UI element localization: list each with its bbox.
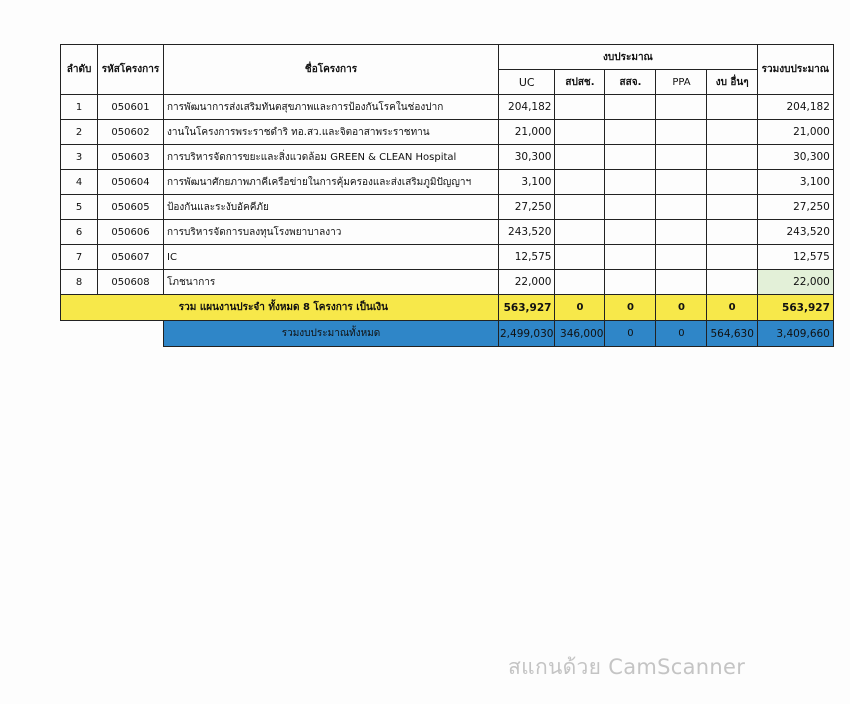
row-other (707, 170, 757, 195)
row-no: 7 (61, 245, 98, 270)
row-ppa (656, 95, 707, 120)
subtotal-uc: 563,927 (499, 295, 555, 321)
grand-total-uc: 2,499,030 (499, 321, 555, 347)
row-no: 1 (61, 95, 98, 120)
row-nhso (555, 170, 605, 195)
row-nhso (555, 245, 605, 270)
row-nhso (555, 270, 605, 295)
row-total: 27,250 (757, 195, 833, 220)
row-uc: 21,000 (499, 120, 555, 145)
row-uc: 12,575 (499, 245, 555, 270)
header-row-group (61, 45, 834, 70)
row-name: การบริหารจัดการขยะและสิ่งแวดล้อม GREEN & CLEAN Hospital (164, 145, 499, 170)
row-nhso (555, 195, 605, 220)
row-no: 4 (61, 170, 98, 195)
header-nhso: สปสช. (555, 70, 605, 95)
header-thaihealth: สสจ. (605, 70, 656, 95)
header-other: งบ อื่นๆ (707, 70, 757, 95)
table-row (61, 270, 834, 295)
row-code: 050607 (98, 245, 164, 270)
row-no: 5 (61, 195, 98, 220)
row-other (707, 220, 757, 245)
row-nhso (555, 120, 605, 145)
row-no: 8 (61, 270, 98, 295)
table-row (61, 170, 834, 195)
row-thaihealth (605, 95, 656, 120)
subtotal-thaihealth: 0 (605, 295, 656, 321)
row-uc: 243,520 (499, 220, 555, 245)
row-name: การพัฒนาศักยภาพภาคีเครือข่ายในการคุ้มครองและส่งเสริมภูมิปัญญาฯ (164, 170, 499, 195)
header-name: ชื่อโครงการ (164, 45, 499, 95)
header-uc: UC (499, 70, 555, 95)
table-row (61, 245, 834, 270)
row-ppa (656, 170, 707, 195)
row-code: 050605 (98, 195, 164, 220)
row-no: 2 (61, 120, 98, 145)
row-total: 243,520 (757, 220, 833, 245)
row-code: 050603 (98, 145, 164, 170)
subtotal-other: 0 (707, 295, 757, 321)
grand-total-nhso: 346,000 (555, 321, 605, 347)
table-row (61, 145, 834, 170)
row-no: 6 (61, 220, 98, 245)
grand-total-ppa: 0 (656, 321, 707, 347)
row-nhso (555, 220, 605, 245)
row-thaihealth (605, 220, 656, 245)
table-row (61, 220, 834, 245)
row-ppa (656, 145, 707, 170)
grand-total-thaihealth: 0 (605, 321, 656, 347)
row-uc: 30,300 (499, 145, 555, 170)
row-total: 12,575 (757, 245, 833, 270)
row-ppa (656, 120, 707, 145)
grand-total-label: รวมงบประมาณทั้งหมด (164, 321, 499, 347)
row-thaihealth (605, 245, 656, 270)
row-other (707, 195, 757, 220)
row-uc: 22,000 (499, 270, 555, 295)
row-name: การพัฒนาการส่งเสริมทันตสุขภาพและการป้องกันโรคในช่องปาก (164, 95, 499, 120)
row-total: 21,000 (757, 120, 833, 145)
row-total: 204,182 (757, 95, 833, 120)
grand-total-spacer (61, 321, 164, 347)
row-total: 30,300 (757, 145, 833, 170)
row-ppa (656, 195, 707, 220)
header-code: รหัสโครงการ (98, 45, 164, 95)
row-ppa (656, 270, 707, 295)
row-code: 050608 (98, 270, 164, 295)
row-name: ป้องกันและระงับอัคคีภัย (164, 195, 499, 220)
row-name: การบริหารจัดการบลงทุนโรงพยาบาลงาว (164, 220, 499, 245)
row-other (707, 270, 757, 295)
row-uc: 27,250 (499, 195, 555, 220)
row-name: IC (164, 245, 499, 270)
header-total: รวมงบประมาณ (757, 45, 833, 95)
row-nhso (555, 145, 605, 170)
row-code: 050602 (98, 120, 164, 145)
row-no: 3 (61, 145, 98, 170)
row-thaihealth (605, 145, 656, 170)
camscanner-watermark: สแกนด้วย CamScanner (508, 655, 746, 679)
table-row (61, 95, 834, 120)
row-code: 050606 (98, 220, 164, 245)
row-code: 050604 (98, 170, 164, 195)
subtotal-ppa: 0 (656, 295, 707, 321)
grand-total-other: 564,630 (707, 321, 757, 347)
header-ppa: PPA (656, 70, 707, 95)
subtotal-nhso: 0 (555, 295, 605, 321)
row-other (707, 120, 757, 145)
grand-total-row (61, 321, 834, 347)
subtotal-total: 563,927 (757, 295, 833, 321)
row-ppa (656, 245, 707, 270)
row-thaihealth (605, 195, 656, 220)
table-row (61, 120, 834, 145)
row-code: 050601 (98, 95, 164, 120)
row-thaihealth (605, 170, 656, 195)
row-nhso (555, 95, 605, 120)
row-other (707, 145, 757, 170)
header-budget-group: งบประมาณ (499, 45, 758, 70)
row-name: งานในโครงการพระราชดำริ ทอ.สว.และจิตอาสาพระราชทาน (164, 120, 499, 145)
subtotal-row (61, 295, 834, 321)
grand-total-total: 3,409,660 (757, 321, 833, 347)
row-ppa (656, 220, 707, 245)
row-thaihealth (605, 270, 656, 295)
row-uc: 204,182 (499, 95, 555, 120)
row-total: 22,000 (757, 270, 833, 295)
header-no: ลำดับ (61, 45, 98, 95)
row-name: โภชนาการ (164, 270, 499, 295)
subtotal-label: รวม แผนงานประจำ ทั้งหมด 8 โครงการ เป็นเงิน (61, 295, 499, 321)
budget-table (60, 44, 834, 347)
row-other (707, 95, 757, 120)
row-total: 3,100 (757, 170, 833, 195)
row-uc: 3,100 (499, 170, 555, 195)
row-other (707, 245, 757, 270)
row-thaihealth (605, 120, 656, 145)
table-row (61, 195, 834, 220)
